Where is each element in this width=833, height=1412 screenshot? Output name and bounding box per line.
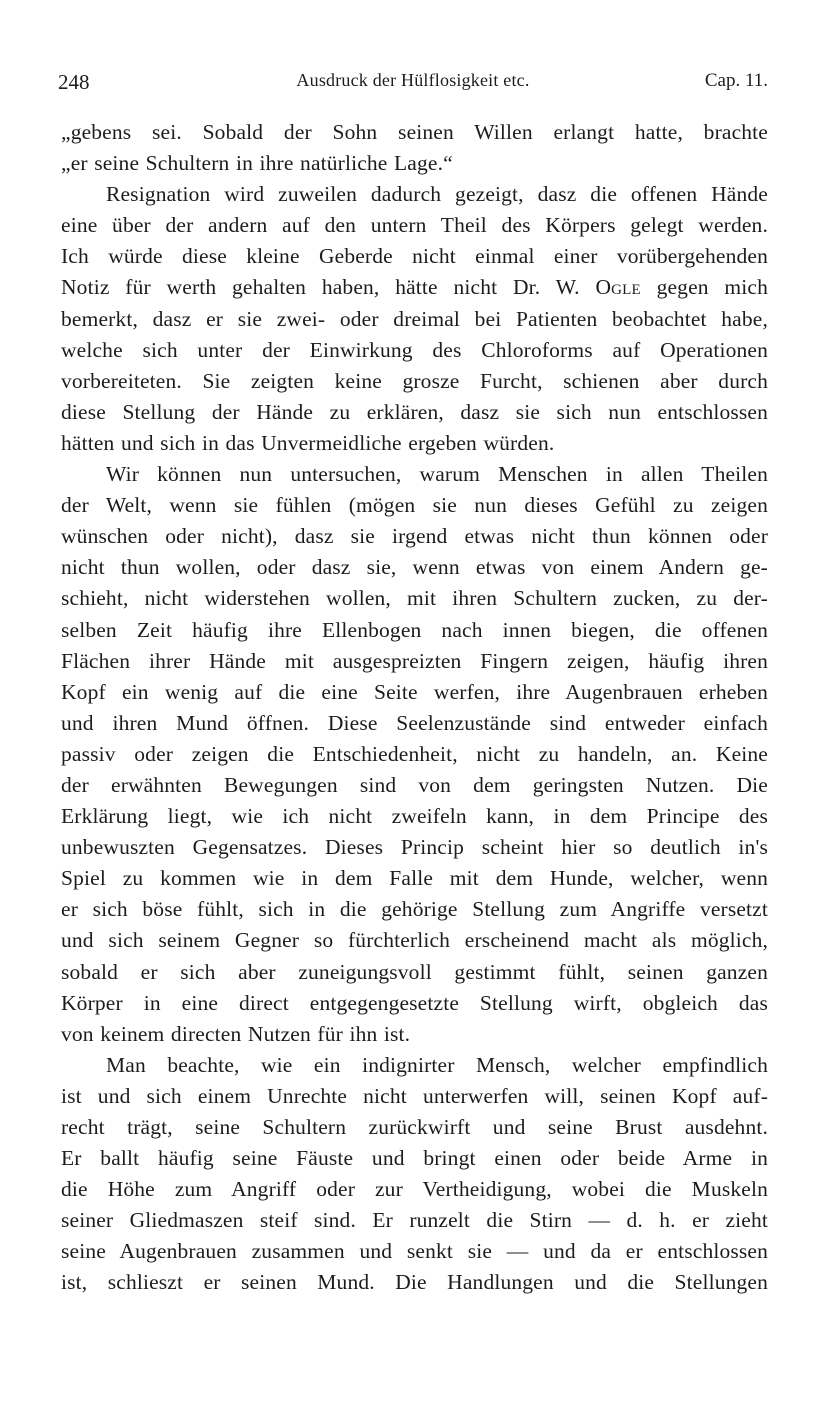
body-text [61, 117, 768, 1299]
text-line: der Welt, wenn sie fühlen (mögen sie nun dieses Gefühl zu zeigen [61, 493, 768, 518]
text-line: bemerkt, dasz er sie zwei- oder dreimal bei Patienten beobachtet habe, [61, 306, 768, 331]
text-line: Erklärung liegt, wie ich nicht zweifeln kann, in dem Principe des [61, 804, 768, 829]
text-line: recht trägt, seine Schultern zurückwirft und seine Brust ausdehnt. [61, 1115, 768, 1139]
text-line: „er seine Schultern in ihre natürliche Lage.“ [61, 151, 453, 176]
text-line: Er ballt häufig seine Fäuste und bringt einen oder beide Arme in [61, 1146, 768, 1171]
text-line: und ihren Mund öffnen. Diese Seelenzustände sind entweder einfach [61, 710, 768, 735]
text-line: von keinem directen Nutzen für ihn ist. [61, 1021, 411, 1046]
text-line: diese Stellung der Hände zu erklären, dasz sie sich nun entschlossen [61, 399, 768, 424]
text-line: schieht, nicht widerstehen wollen, mit ihren Schultern zucken, zu der- [61, 586, 768, 611]
text-line: ist, schlieszt er seinen Mund. Die Handlungen und die Stellungen [61, 1270, 768, 1295]
running-title: Ausdruck der Hülflosigkeit etc. [296, 70, 530, 90]
text-segment: gegen mich [656, 275, 768, 300]
text-line: welche sich unter der Einwirkung des Chloroforms auf Operationen [61, 337, 768, 362]
text-line: seiner Gliedmaszen steif sind. Er runzelt die Stirn — d. h. er zieht [61, 1208, 768, 1233]
author-name-smallcaps: Ogle [595, 275, 641, 300]
text-line: hätten und sich in das Unvermeidliche ergeben würden. [61, 430, 555, 455]
paragraph-start-line: Man beachte, wie ein indignirter Mensch, welcher empfindlich [106, 1052, 768, 1077]
text-line: und sich seinem Gegner so fürchterlich erscheinend macht als möglich, [61, 928, 768, 953]
text-line: der erwähnten Bewegungen sind von dem geringsten Nutzen. Die [61, 772, 768, 797]
text-line: er sich böse fühlt, sich in die gehörige Stellung zum Angriffe versetzt [61, 897, 768, 922]
text-line: seine Augenbrauen zusammen und senkt sie — und da er entschlossen [61, 1239, 768, 1264]
text-line: Flächen ihrer Hände mit ausgespreizten Fingern zeigen, häufig ihren [61, 648, 768, 673]
page-number: 248 [58, 70, 90, 94]
text-line: Spiel zu kommen wie in dem Falle mit dem Hunde, welcher, wenn [61, 866, 768, 891]
page-header [58, 70, 768, 100]
text-segment: Notiz für werth gehalten haben, hätte nicht Dr. W. [61, 275, 580, 300]
text-line: nicht thun wollen, oder dasz sie, wenn etwas von einem Andern ge- [61, 555, 768, 580]
text-line: selben Zeit häufig ihre Ellenbogen nach innen biegen, die offenen [61, 617, 768, 642]
text-line: die Höhe zum Angriff oder zur Vertheidigung, wobei die Muskeln [61, 1177, 768, 1202]
paragraph-start-line: Wir können nun untersuchen, warum Menschen in allen Theilen [106, 462, 768, 487]
text-line: Kopf ein wenig auf die eine Seite werfen, ihre Augenbrauen erheben [61, 679, 768, 704]
text-line: Körper in eine direct entgegengesetzte Stellung wirft, obgleich das [61, 990, 768, 1015]
text-line: unbewuszten Gegensatzes. Dieses Princip scheint hier so deutlich in's [61, 835, 768, 860]
text-line: Ich würde diese kleine Geberde nicht einmal einer vorübergehenden [61, 244, 768, 269]
text-line-with-name [61, 272, 768, 303]
chapter-label: Cap. 11. [704, 70, 768, 91]
paragraph-start-line: Resignation wird zuweilen dadurch gezeigt, dasz die offenen Hände [106, 182, 768, 207]
text-line: vorbereiteten. Sie zeigten keine grosze Furcht, schienen aber durch [61, 368, 768, 393]
text-line: eine über der andern auf den untern Theil des Körpers gelegt werden. [61, 213, 768, 238]
text-line: wünschen oder nicht), dasz sie irgend etwas nicht thun können oder [61, 524, 768, 549]
text-line: ist und sich einem Unrechte nicht unterwerfen will, seinen Kopf auf- [61, 1083, 768, 1108]
text-line: sobald er sich aber zuneigungsvoll gestimmt fühlt, seinen ganzen [61, 959, 768, 984]
text-line: passiv oder zeigen die Entschiedenheit, nicht zu handeln, an. Keine [61, 741, 768, 766]
text-line: „gebens sei. Sobald der Sohn seinen Willen erlangt hatte, brachte [61, 120, 768, 144]
